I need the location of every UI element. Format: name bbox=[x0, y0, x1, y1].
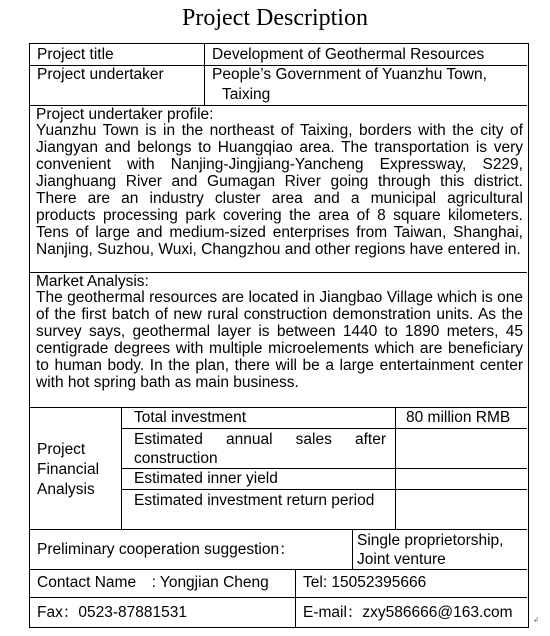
email: E-mail：zxy586666@163.com bbox=[303, 604, 513, 621]
row-divider bbox=[121, 489, 527, 490]
profile-text: Yuanzhu Town is in the northeast of Taixing, borders with the city of Jiangyan and belongs to Huangqiao area. The transportation is very convenient with Nanjing-Jingjiang-Yancheng Expressway, S229, Jianghuang River and Gumagan River going through this district. There are an industry cluster area and a municipal agricultural products processing park covering the area of 8 square kilometers. Tens of large and medium-sized enterprises from Taiwan, Shanghai, Nanjing, Suzhou, Wuxi, Changzhou and other regions have entered in. bbox=[36, 122, 523, 258]
row-divider bbox=[30, 407, 527, 408]
row-divider bbox=[30, 529, 527, 530]
column-divider bbox=[121, 407, 122, 529]
project-description-table bbox=[29, 43, 529, 628]
market-analysis-label: Market Analysis: bbox=[36, 273, 149, 290]
undertaker-value-line2: Taixing bbox=[222, 86, 271, 103]
annual-sales-label: Estimated annual sales after construction bbox=[134, 431, 386, 467]
column-divider bbox=[295, 569, 296, 627]
cooperation-label: Preliminary cooperation suggestion： bbox=[37, 541, 295, 558]
market-analysis-text: The geothermal resources are located in Jiangbao Village which is one of the first batch of new rural construction demonstration units. As the survey says, geothermal layer is between 1440 to 1890 meters, 45 centigrade degrees with multiple microelements which are beneficiary to human body. In the plan, there will be a large entertainment center with hot spring bath as main business. bbox=[36, 289, 523, 391]
fax: Fax：0523-87881531 bbox=[37, 604, 187, 621]
row-divider bbox=[121, 468, 527, 469]
page-title: Project Description bbox=[182, 5, 368, 31]
corner-mark: ↲ bbox=[533, 617, 539, 624]
total-investment-label: Total investment bbox=[134, 409, 246, 426]
row-divider bbox=[30, 597, 527, 598]
project-title-value: Development of Geothermal Resources bbox=[212, 46, 485, 63]
undertaker-label: Project undertaker bbox=[37, 66, 164, 83]
row-divider bbox=[121, 428, 527, 429]
row-divider bbox=[30, 569, 527, 570]
profile-label: Project undertaker profile: bbox=[36, 106, 214, 123]
column-divider bbox=[204, 44, 205, 105]
return-period-label: Estimated investment return period bbox=[134, 492, 375, 509]
undertaker-value-line1: People’s Government of Yuanzhu Town, bbox=[212, 66, 487, 83]
project-title-label: Project title bbox=[37, 46, 114, 63]
financial-analysis-label: Project Financial Analysis bbox=[37, 441, 100, 498]
column-divider bbox=[352, 529, 353, 569]
cooperation-value: Single proprietorship, Joint venture bbox=[357, 532, 504, 568]
contact-name: Contact Name : Yongjian Cheng bbox=[37, 574, 269, 591]
tel: Tel: 15052395666 bbox=[303, 574, 427, 591]
inner-yield-label: Estimated inner yield bbox=[134, 470, 278, 487]
column-divider bbox=[395, 407, 396, 529]
total-investment-value: 80 million RMB bbox=[406, 409, 511, 426]
